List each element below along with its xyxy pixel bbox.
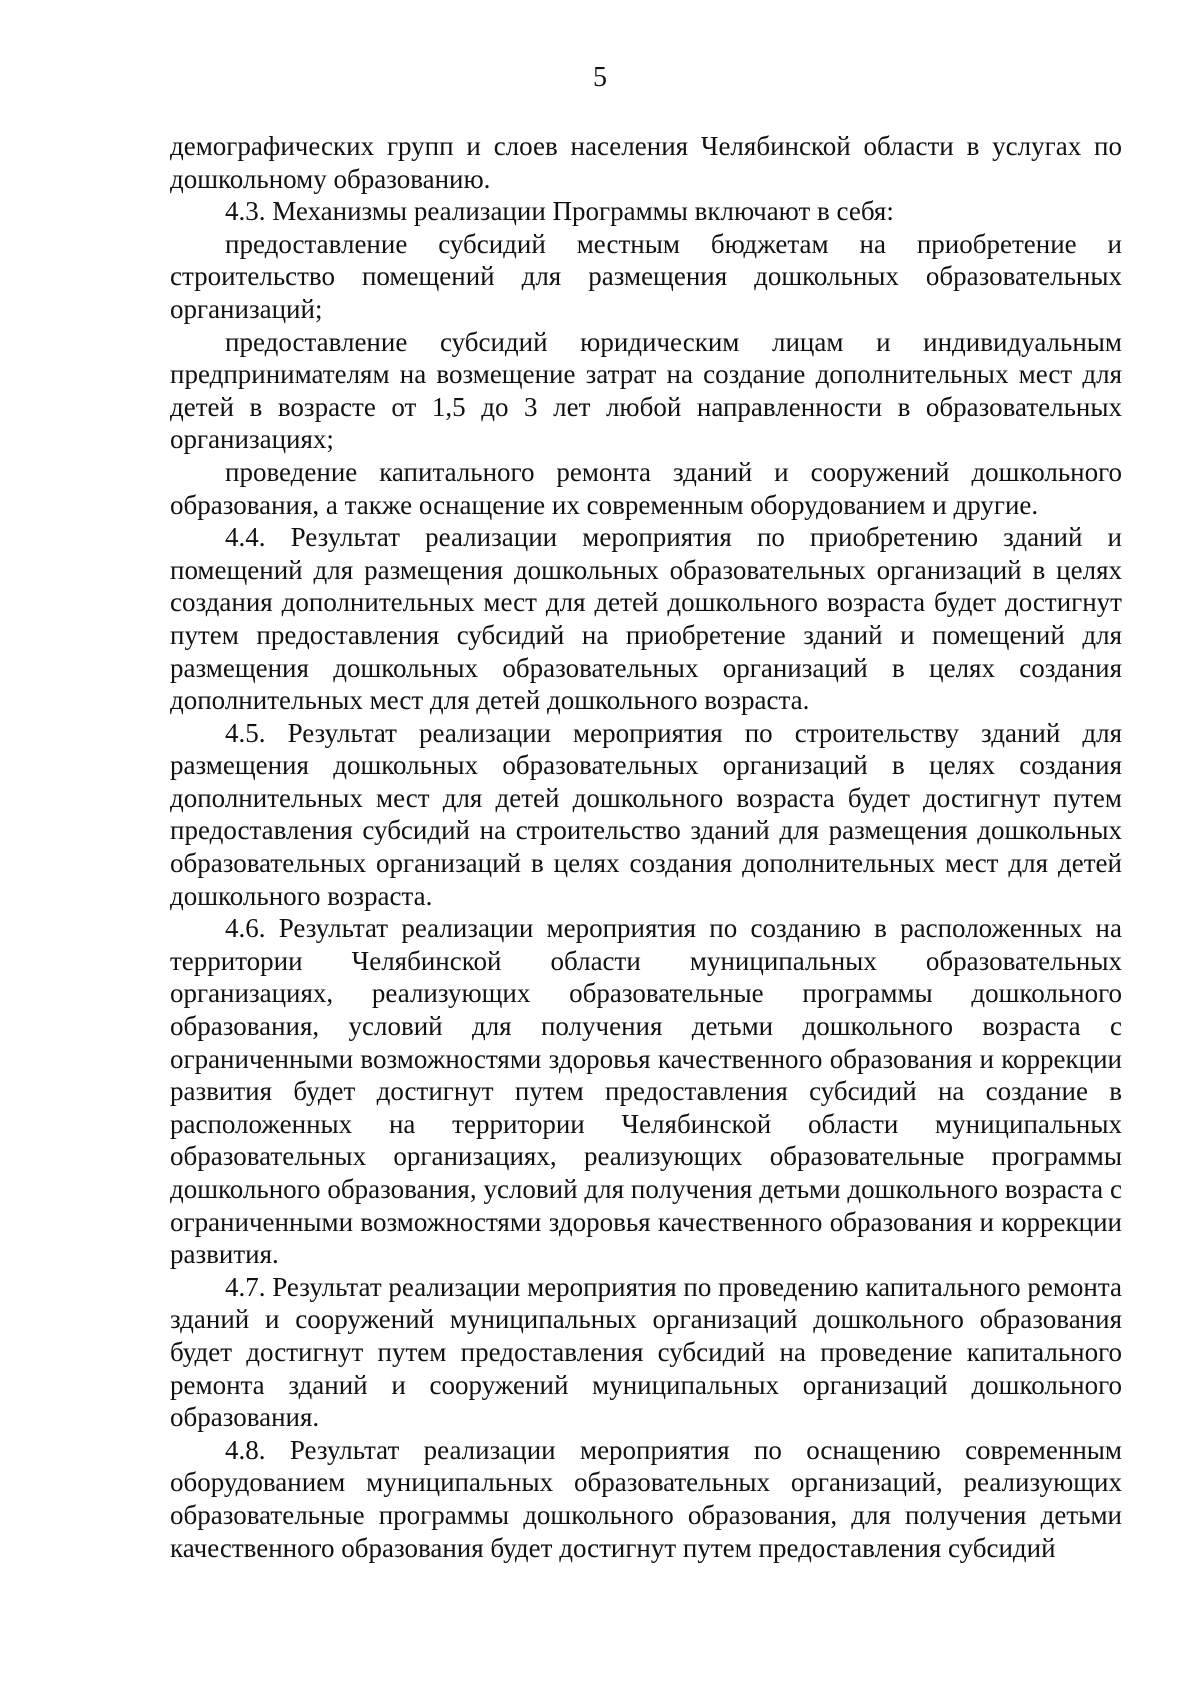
paragraph-4-8: 4.8. Результат реализации мероприятия по оснащению современным оборудованием муниципальных образовательных организаций, реализующих образовательные программы дошкольного образования, для получения детьми качественного образования будет достигнут путем предоставления субсидий xyxy=(170,1434,1122,1563)
paragraph-4-7: 4.7. Результат реализации мероприятия по проведению капитального ремонта зданий и сооружений муниципальных организаций дошкольного образования будет достигнут путем предоставления субсидий на проведение капитального ремонта зданий и сооружений муниципальных организаций дошкольного образования. xyxy=(170,1271,1122,1433)
paragraph-mechanism-2: предоставление субсидий юридическим лицам и индивидуальным предпринимателям на возмещение затрат на создание дополнительных мест для детей в возрасте от 1,5 до 3 лет любой направленности в образовательных организациях; xyxy=(170,326,1122,455)
paragraph-4-6: 4.6. Результат реализации мероприятия по созданию в расположенных на территории Челябинской области муниципальных образовательных организациях, реализующих образовательные программы дошкольного образования, условий для получения детьми дошкольного возраста с ограниченными возможностями здоровья качественного образования и коррекции развития будет достигнут путем предоставления субсидий на создание в расположенных на территории Челябинской области муниципальных образовательных организациях, реализующих образовательные программы дошкольного образования, условий для получения детьми дошкольного возраста с ограниченными возможностями здоровья качественного образования и коррекции развития. xyxy=(170,913,1122,1270)
paragraph-4-4: 4.4. Результат реализации мероприятия по приобретению зданий и помещений для размещения дошкольных образовательных организаций в целях создания дополнительных мест для детей дошкольного возраста будет достигнут путем предоставления субсидий на приобретение зданий и помещений для размещения дошкольных образовательных организаций в целях создания дополнительных мест для детей дошкольного возраста. xyxy=(170,522,1122,716)
page-number: 5 xyxy=(593,62,607,93)
paragraph-mechanism-1: предоставление субсидий местным бюджетам на приобретение и строительство помещений для размещения дошкольных образовательных организаций; xyxy=(170,228,1122,324)
paragraph-4-3: 4.3. Механизмы реализации Программы включают в себя: xyxy=(225,196,894,227)
paragraph-continuation: демографических групп и слоев населения Челябинской области в услугах по дошкольному образованию. xyxy=(170,131,1122,194)
paragraph-mechanism-3: проведение капитального ремонта зданий и сооружений дошкольного образования, а также оснащение их современным оборудованием и другие. xyxy=(170,456,1122,520)
paragraph-4-5: 4.5. Результат реализации мероприятия по строительству зданий для размещения дошкольных образовательных организаций в целях создания дополнительных мест для детей дошкольного возраста будет достигнут путем предоставления субсидий на строительство зданий для размещения дошкольных образовательных организаций в целях создания дополнительных мест для детей дошкольного возраста. xyxy=(170,717,1122,911)
document-body xyxy=(170,130,1122,1564)
